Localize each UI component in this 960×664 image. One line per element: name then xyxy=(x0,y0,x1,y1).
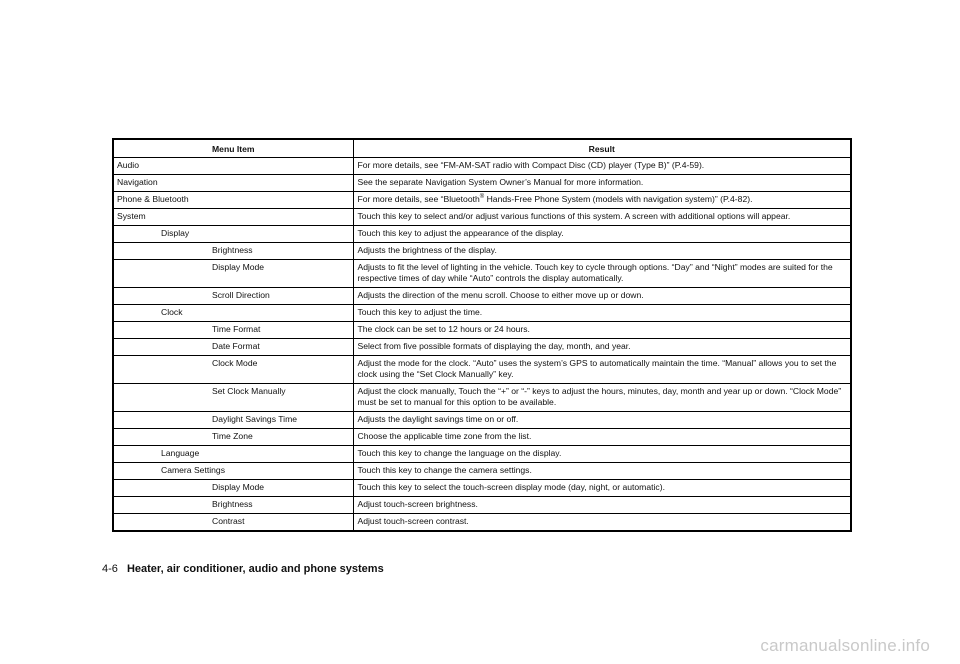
result-text: Adjust the clock manually, Touch the “+” or “-” keys to adjust the hours, minutes, day, month and year up or down. “Clock Mode” must be set to manual for this option to be available. xyxy=(353,384,851,412)
table-row xyxy=(113,514,851,532)
menu-item-display-mode: Display Mode xyxy=(113,260,353,288)
menu-item-display: Display xyxy=(113,226,353,243)
result-text: See the separate Navigation System Owner’s Manual for more information. xyxy=(353,175,851,192)
table-row xyxy=(113,243,851,260)
result-text: Adjusts the brightness of the display. xyxy=(353,243,851,260)
result-text xyxy=(353,192,851,209)
header-menu-item: Menu Item xyxy=(113,139,353,158)
table-row xyxy=(113,209,851,226)
table-row xyxy=(113,226,851,243)
result-text: Adjust the mode for the clock. “Auto” uses the system’s GPS to automatically maintain the time. “Manual” allows you to set the clock using the “Set Clock Manually” key. xyxy=(353,356,851,384)
menu-item-audio: Audio xyxy=(113,158,353,175)
table-header-row xyxy=(113,139,851,158)
menu-item-brightness: Brightness xyxy=(113,243,353,260)
table-row xyxy=(113,158,851,175)
table-row xyxy=(113,480,851,497)
result-text: Choose the applicable time zone from the list. xyxy=(353,429,851,446)
table-row xyxy=(113,322,851,339)
result-text: Touch this key to adjust the time. xyxy=(353,305,851,322)
table-row xyxy=(113,288,851,305)
menu-item-phone-bluetooth: Phone & Bluetooth xyxy=(113,192,353,209)
table-row xyxy=(113,339,851,356)
table-row xyxy=(113,356,851,384)
table-row xyxy=(113,260,851,288)
menu-item-camera-settings: Camera Settings xyxy=(113,463,353,480)
result-text: Touch this key to change the language on the display. xyxy=(353,446,851,463)
menu-item-time-zone: Time Zone xyxy=(113,429,353,446)
result-text-post: Hands-Free Phone System (models with navigation system)” (P.4-82). xyxy=(484,194,753,204)
menu-item-language: Language xyxy=(113,446,353,463)
menu-item-contrast: Contrast xyxy=(212,516,245,526)
result-text-pre: For more details, see “Bluetooth xyxy=(357,194,480,204)
menu-item-camera-brightness: Brightness xyxy=(113,497,353,514)
menu-item-set-clock-manually: Set Clock Manually xyxy=(113,384,353,412)
table-row xyxy=(113,305,851,322)
page-number: 4-6 xyxy=(102,563,118,575)
table-row xyxy=(113,192,851,209)
page-footer xyxy=(102,563,384,575)
table-row xyxy=(113,463,851,480)
result-text: For more details, see “FM-AM-SAT radio with Compact Disc (CD) player (Type B)” (P.4-59). xyxy=(353,158,851,175)
result-text: Touch this key to select the touch-screen display mode (day, night, or automatic). xyxy=(353,480,851,497)
result-text: Touch this key to select and/or adjust various functions of this system. A screen with additional options will appear. xyxy=(353,209,851,226)
result-text: Adjust touch-screen brightness. xyxy=(353,497,851,514)
menu-item-scroll-direction: Scroll Direction xyxy=(113,288,353,305)
section-title: Heater, air conditioner, audio and phone systems xyxy=(126,563,384,575)
menu-item-table xyxy=(112,138,852,532)
menu-item-daylight-savings-time: Daylight Savings Time xyxy=(113,412,353,429)
menu-item-clock-mode: Clock Mode xyxy=(113,356,353,384)
result-text: The clock can be set to 12 hours or 24 hours. xyxy=(353,322,851,339)
result-text: Select from five possible formats of displaying the day, month, and year. xyxy=(353,339,851,356)
header-result: Result xyxy=(353,139,851,158)
menu-item-date-format: Date Format xyxy=(113,339,353,356)
table-row xyxy=(113,175,851,192)
result-text: Adjusts the daylight savings time on or off. xyxy=(353,412,851,429)
menu-item-camera-display-mode: Display Mode xyxy=(113,480,353,497)
table-row xyxy=(113,384,851,412)
result-text: Touch this key to adjust the appearance of the display. xyxy=(353,226,851,243)
table-row xyxy=(113,497,851,514)
menu-item-navigation: Navigation xyxy=(113,175,353,192)
watermark-text: carmanualsonline.info xyxy=(760,636,930,655)
menu-item-time-format: Time Format xyxy=(113,322,353,339)
table-row xyxy=(113,446,851,463)
result-text: Adjusts to fit the level of lighting in the vehicle. Touch key to cycle through options. “Day” and “Night” modes are suited for the respective times of day while “Auto” controls the display automatically. xyxy=(353,260,851,288)
menu-item-system: System xyxy=(113,209,353,226)
table-row xyxy=(113,429,851,446)
registered-mark: ® xyxy=(479,194,485,201)
menu-item-clock: Clock xyxy=(113,305,353,322)
result-text: Adjust touch-screen contrast. xyxy=(353,514,851,532)
result-text: Adjusts the direction of the menu scroll. Choose to either move up or down. xyxy=(353,288,851,305)
table-row xyxy=(113,412,851,429)
result-text: Touch this key to change the camera settings. xyxy=(353,463,851,480)
